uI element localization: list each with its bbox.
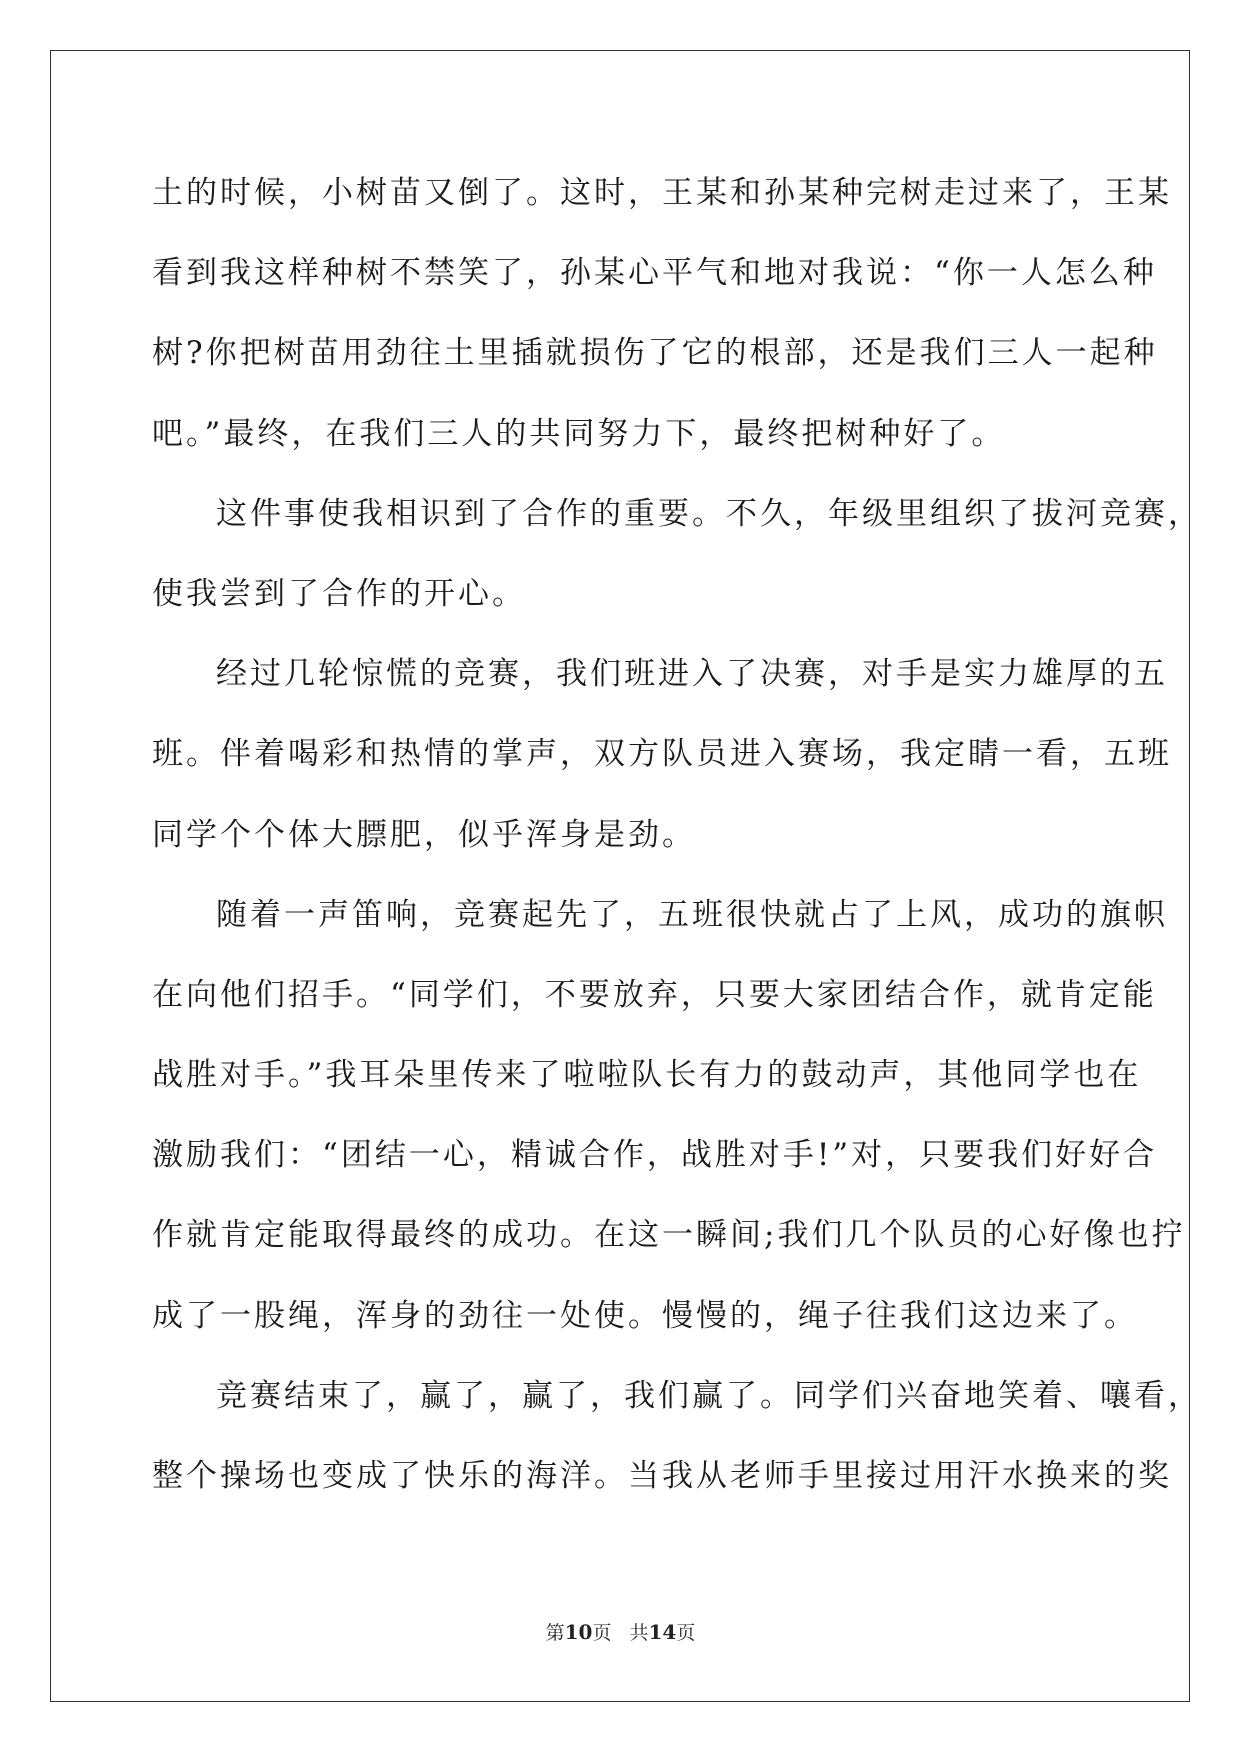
text-line: 在向他们招手。“同学们，不要放弃，只要大家团结合作，就肯定能 bbox=[152, 976, 1157, 1013]
text-line: 吧。”最终，在我们三人的共同努力下，最终把树种好了。 bbox=[152, 415, 1006, 452]
text-line: 战胜对手。”我耳朵里传来了啦啦队长有力的鼓动声，其他同学也在 bbox=[152, 1057, 1142, 1094]
text-line: 这件事使我相识到了合作的重要。不久，年级里组织了拔河竞赛， bbox=[216, 495, 1202, 532]
text-line: 树?你把树苗用劲往土里插就损伤了它的根部，还是我们三人一起种 bbox=[152, 335, 1158, 372]
text-line: 作就肯定能取得最终的成功。在这一瞬间;我们几个队员的心好像也拧 bbox=[152, 1217, 1186, 1254]
text-line: 随着一声笛响，竞赛起先了，五班很快就占了上风，成功的旗帜 bbox=[216, 896, 1168, 933]
total-pages-suffix: 页 bbox=[676, 1622, 696, 1644]
page-number-prefix: 第 bbox=[545, 1622, 565, 1644]
text-line: 经过几轮惊慌的竞赛，我们班进入了决赛，对手是实力雄厚的五 bbox=[216, 656, 1168, 693]
document-body bbox=[152, 153, 1202, 1516]
text-line: 竞赛结束了，赢了，赢了，我们赢了。同学们兴奋地笑着、嚷看， bbox=[216, 1377, 1202, 1414]
page-footer bbox=[0, 1618, 1241, 1645]
text-line: 看到我这样种树不禁笑了，孙某心平气和地对我说：“你一人怎么种 bbox=[152, 255, 1157, 292]
current-page-number: 10 bbox=[564, 1620, 593, 1644]
page-number-suffix: 页 bbox=[592, 1622, 612, 1644]
text-line: 土的时候，小树苗又倒了。这时，王某和孙某种完树走过来了，王某 bbox=[152, 175, 1172, 211]
text-line: 整个操场也变成了快乐的海洋。当我从老师手里接过用汗水换来的奖 bbox=[152, 1458, 1172, 1494]
total-pages-prefix: 共 bbox=[629, 1622, 649, 1644]
text-line: 同学个个体大膘肥，似乎浑身是劲。 bbox=[152, 816, 696, 853]
text-line: 激励我们：“团结一心，精诚合作，战胜对手!”对，只要我们好好合 bbox=[152, 1137, 1158, 1174]
total-page-count: 14 bbox=[648, 1620, 677, 1644]
text-line: 班。伴着喝彩和热情的掌声，双方队员进入赛场，我定睛一看，五班 bbox=[152, 736, 1172, 773]
text-line: 使我尝到了合作的开心。 bbox=[152, 575, 526, 612]
text-line: 成了一股绳，浑身的劲往一处使。慢慢的，绳子往我们这边来了。 bbox=[152, 1297, 1138, 1334]
